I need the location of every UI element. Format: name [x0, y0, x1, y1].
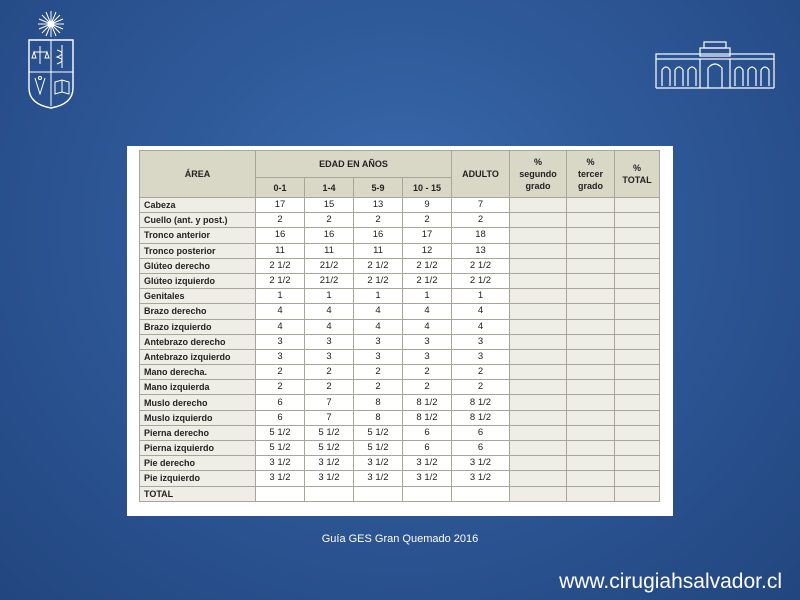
percent-value: 2 — [403, 365, 452, 380]
percent-value: 5 1/2 — [354, 425, 403, 440]
percent-value: 6 — [452, 441, 510, 456]
total-cell — [615, 273, 660, 288]
percent-value: 16 — [256, 228, 305, 243]
percent-value: 1 — [403, 289, 452, 304]
percent-value: 1 — [305, 289, 354, 304]
third-degree-cell — [567, 471, 615, 486]
percent-value: 2 — [452, 213, 510, 228]
third-degree-cell — [567, 334, 615, 349]
percent-value: 2 — [403, 213, 452, 228]
percent-value: 3 1/2 — [452, 471, 510, 486]
table-row — [140, 334, 660, 349]
area-label: Antebrazo derecho — [140, 334, 256, 349]
percent-value: 7 — [305, 395, 354, 410]
percent-value: 3 — [403, 349, 452, 364]
percent-value: 16 — [305, 228, 354, 243]
percent-value: 11 — [305, 243, 354, 258]
total-cell — [615, 198, 660, 213]
area-label: Pie derecho — [140, 456, 256, 471]
total-cell — [615, 441, 660, 456]
percent-value: 4 — [403, 319, 452, 334]
area-label: Antebrazo izquierdo — [140, 349, 256, 364]
percent-value: 1 — [354, 289, 403, 304]
university-crest-icon — [22, 8, 80, 110]
percent-value: 5 1/2 — [305, 441, 354, 456]
second-degree-cell — [510, 410, 567, 425]
percent-value: 6 — [452, 425, 510, 440]
percent-value: 2 — [305, 365, 354, 380]
percent-value: 6 — [256, 410, 305, 425]
header-age-5-9: 5-9 — [354, 178, 403, 198]
percent-value: 8 1/2 — [403, 395, 452, 410]
area-label: Glúteo izquierdo — [140, 273, 256, 288]
third-degree-cell — [567, 380, 615, 395]
percent-value: 2 — [403, 380, 452, 395]
percent-value: 4 — [403, 304, 452, 319]
percent-value: 11 — [256, 243, 305, 258]
percent-value: 4 — [305, 319, 354, 334]
header-third-degree: % tercer grado — [567, 151, 615, 198]
third-degree-cell — [567, 213, 615, 228]
percent-value: 3 1/2 — [256, 456, 305, 471]
area-label: Cabeza — [140, 198, 256, 213]
percent-value: 21/2 — [305, 273, 354, 288]
second-degree-cell — [510, 395, 567, 410]
area-label: Glúteo derecho — [140, 258, 256, 273]
second-degree-cell — [510, 258, 567, 273]
total-cell — [615, 471, 660, 486]
second-degree-cell — [510, 441, 567, 456]
third-degree-cell — [567, 228, 615, 243]
area-label: Muslo derecho — [140, 395, 256, 410]
percent-value — [354, 486, 403, 501]
percent-value: 8 1/2 — [452, 395, 510, 410]
percent-value: 2 — [354, 380, 403, 395]
percent-value: 2 — [256, 213, 305, 228]
total-cell — [615, 410, 660, 425]
table-row — [140, 213, 660, 228]
percent-value: 2 — [256, 380, 305, 395]
third-degree-cell — [567, 395, 615, 410]
area-label: Cuello (ant. y post.) — [140, 213, 256, 228]
second-degree-cell — [510, 471, 567, 486]
percent-value: 2 1/2 — [354, 258, 403, 273]
third-degree-cell — [567, 304, 615, 319]
header-area: ÁREA — [140, 151, 256, 198]
percent-value: 3 1/2 — [256, 471, 305, 486]
area-label: Mano derecha. — [140, 365, 256, 380]
total-cell — [615, 258, 660, 273]
percent-value: 3 — [354, 334, 403, 349]
third-degree-cell — [567, 441, 615, 456]
second-degree-cell — [510, 380, 567, 395]
table-row — [140, 198, 660, 213]
table-row — [140, 441, 660, 456]
third-degree-cell — [567, 456, 615, 471]
area-label: Pie izquierdo — [140, 471, 256, 486]
percent-value: 12 — [403, 243, 452, 258]
percent-value: 4 — [256, 304, 305, 319]
table-row — [140, 243, 660, 258]
header-age-0-1: 0-1 — [256, 178, 305, 198]
total-cell — [615, 289, 660, 304]
percent-value: 4 — [256, 319, 305, 334]
percent-value: 4 — [354, 319, 403, 334]
percent-value: 7 — [452, 198, 510, 213]
percent-value: 21/2 — [305, 258, 354, 273]
header-second-degree: % segundo grado — [510, 151, 567, 198]
percent-value: 4 — [354, 304, 403, 319]
percent-value: 3 — [452, 349, 510, 364]
second-degree-cell — [510, 334, 567, 349]
third-degree-cell — [567, 258, 615, 273]
table-row — [140, 365, 660, 380]
third-degree-cell — [567, 349, 615, 364]
second-degree-cell — [510, 425, 567, 440]
total-cell — [615, 395, 660, 410]
percent-value: 17 — [256, 198, 305, 213]
second-degree-cell — [510, 486, 567, 501]
percent-value: 15 — [305, 198, 354, 213]
third-degree-cell — [567, 289, 615, 304]
percent-value: 6 — [403, 441, 452, 456]
percent-value: 5 1/2 — [256, 441, 305, 456]
second-degree-cell — [510, 319, 567, 334]
second-degree-cell — [510, 304, 567, 319]
percent-value: 3 — [305, 349, 354, 364]
area-label: TOTAL — [140, 486, 256, 501]
total-cell — [615, 213, 660, 228]
table-row — [140, 471, 660, 486]
percent-value: 2 1/2 — [354, 273, 403, 288]
second-degree-cell — [510, 273, 567, 288]
header-age-group: EDAD EN AÑOS — [256, 151, 452, 178]
table-body — [140, 198, 660, 502]
percent-value: 3 — [354, 349, 403, 364]
area-label: Brazo izquierdo — [140, 319, 256, 334]
percent-value: 5 1/2 — [256, 425, 305, 440]
percent-value: 2 — [305, 380, 354, 395]
total-cell — [615, 319, 660, 334]
table-row — [140, 349, 660, 364]
percent-value — [256, 486, 305, 501]
total-cell — [615, 304, 660, 319]
total-cell — [615, 349, 660, 364]
percent-value: 2 1/2 — [256, 258, 305, 273]
table-row — [140, 319, 660, 334]
percent-value: 6 — [403, 425, 452, 440]
second-degree-cell — [510, 213, 567, 228]
percent-value: 3 — [305, 334, 354, 349]
percent-value: 3 1/2 — [305, 456, 354, 471]
burn-area-table — [139, 150, 660, 502]
total-cell — [615, 243, 660, 258]
percent-value: 8 1/2 — [452, 410, 510, 425]
percent-value: 3 — [452, 334, 510, 349]
percent-value: 9 — [403, 198, 452, 213]
percent-value: 2 — [452, 365, 510, 380]
area-label: Pierna izquierdo — [140, 441, 256, 456]
percent-value: 8 — [354, 395, 403, 410]
third-degree-cell — [567, 319, 615, 334]
percent-value: 18 — [452, 228, 510, 243]
hospital-building-icon — [654, 40, 776, 90]
percent-value: 3 — [403, 334, 452, 349]
area-label: Genitales — [140, 289, 256, 304]
total-cell — [615, 425, 660, 440]
header-age-10-15: 10 - 15 — [403, 178, 452, 198]
percent-value: 3 1/2 — [403, 456, 452, 471]
percent-value: 2 — [256, 365, 305, 380]
percent-value: 2 — [452, 380, 510, 395]
percent-value: 7 — [305, 410, 354, 425]
percent-value: 3 1/2 — [403, 471, 452, 486]
table-row — [140, 456, 660, 471]
table-row — [140, 410, 660, 425]
table-row — [140, 380, 660, 395]
second-degree-cell — [510, 198, 567, 213]
second-degree-cell — [510, 349, 567, 364]
third-degree-cell — [567, 425, 615, 440]
percent-value: 1 — [452, 289, 510, 304]
percent-value: 11 — [354, 243, 403, 258]
table-row — [140, 289, 660, 304]
area-label: Tronco posterior — [140, 243, 256, 258]
header-adult: ADULTO — [452, 151, 510, 198]
percent-value: 3 1/2 — [452, 456, 510, 471]
second-degree-cell — [510, 243, 567, 258]
percent-value: 8 1/2 — [403, 410, 452, 425]
third-degree-cell — [567, 365, 615, 380]
percent-value: 2 — [354, 365, 403, 380]
percent-value: 2 1/2 — [452, 258, 510, 273]
percent-value: 5 1/2 — [305, 425, 354, 440]
third-degree-cell — [567, 273, 615, 288]
percent-value: 4 — [305, 304, 354, 319]
percent-value: 16 — [354, 228, 403, 243]
percent-value — [305, 486, 354, 501]
total-cell — [615, 365, 660, 380]
area-label: Mano izquierda — [140, 380, 256, 395]
percent-value: 3 — [256, 334, 305, 349]
area-label: Brazo derecho — [140, 304, 256, 319]
percent-value: 13 — [452, 243, 510, 258]
percent-value: 2 — [305, 213, 354, 228]
percent-value: 2 1/2 — [256, 273, 305, 288]
header-age-1-4: 1-4 — [305, 178, 354, 198]
table-row — [140, 486, 660, 501]
third-degree-cell — [567, 410, 615, 425]
table-row — [140, 258, 660, 273]
table-row — [140, 425, 660, 440]
total-cell — [615, 334, 660, 349]
table-row — [140, 273, 660, 288]
percent-value: 1 — [256, 289, 305, 304]
percent-value: 3 1/2 — [354, 456, 403, 471]
table-row — [140, 304, 660, 319]
second-degree-cell — [510, 289, 567, 304]
percent-value — [403, 486, 452, 501]
second-degree-cell — [510, 228, 567, 243]
table-row — [140, 395, 660, 410]
percent-value: 4 — [452, 304, 510, 319]
header-total: % TOTAL — [615, 151, 660, 198]
percent-value: 2 — [354, 213, 403, 228]
percent-value — [452, 486, 510, 501]
area-label: Tronco anterior — [140, 228, 256, 243]
area-label: Pierna derecho — [140, 425, 256, 440]
table-row — [140, 228, 660, 243]
percent-value: 2 1/2 — [403, 258, 452, 273]
percent-value: 2 1/2 — [403, 273, 452, 288]
source-caption: Guía GES Gran Quemado 2016 — [321, 533, 479, 545]
third-degree-cell — [567, 486, 615, 501]
second-degree-cell — [510, 456, 567, 471]
third-degree-cell — [567, 243, 615, 258]
percent-value: 3 — [256, 349, 305, 364]
total-cell — [615, 380, 660, 395]
percent-value: 2 1/2 — [452, 273, 510, 288]
percent-value: 3 1/2 — [305, 471, 354, 486]
percent-value: 8 — [354, 410, 403, 425]
percent-value: 5 1/2 — [354, 441, 403, 456]
burn-area-table-card — [127, 146, 673, 516]
percent-value: 4 — [452, 319, 510, 334]
total-cell — [615, 456, 660, 471]
third-degree-cell — [567, 198, 615, 213]
total-cell — [615, 228, 660, 243]
percent-value: 17 — [403, 228, 452, 243]
website-url: www.cirugiahsalvador.cl — [559, 570, 782, 593]
second-degree-cell — [510, 365, 567, 380]
area-label: Muslo izquierdo — [140, 410, 256, 425]
percent-value: 6 — [256, 395, 305, 410]
percent-value: 3 1/2 — [354, 471, 403, 486]
percent-value: 13 — [354, 198, 403, 213]
total-cell — [615, 486, 660, 501]
